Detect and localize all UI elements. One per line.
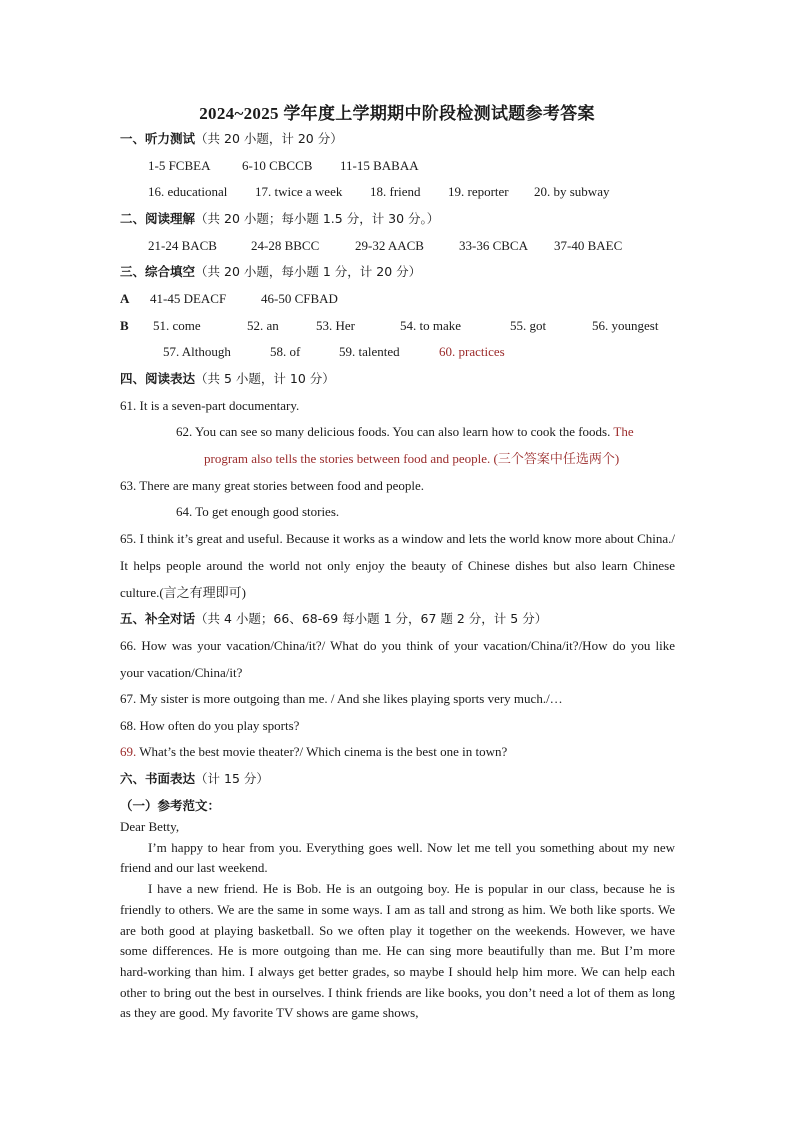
- section-1-row-2: [148, 184, 609, 200]
- answer-item: 52. an: [247, 318, 279, 333]
- answer-item: 41-45 DEACF: [150, 291, 227, 306]
- answer-61: 61. It is a seven-part documentary.: [120, 398, 300, 413]
- answer-item: 20. by subway: [534, 184, 610, 199]
- answer-68: 68. How often do you play sports?: [120, 718, 300, 733]
- section-5-title: 五、补全对话: [120, 611, 196, 626]
- answer-item: 18. friend: [370, 184, 421, 199]
- answer-62-alt-start: The: [613, 424, 634, 439]
- section-3-part-a: [120, 291, 338, 307]
- section-4-note: （共 5 小题，计 10 分）: [195, 371, 335, 386]
- section-2-note: （共 20 小题；每小题 1.5 分，计 30 分。）: [195, 211, 440, 226]
- answer-item: 53. Her: [316, 318, 355, 333]
- section-3-title: 三、综合填空: [120, 264, 196, 279]
- answer-item: 29-32 AACB: [355, 238, 424, 253]
- section-3-part-b-row-1: [120, 318, 658, 334]
- answer-item: 46-50 CFBAD: [261, 291, 338, 306]
- answer-item: 57. Although: [163, 344, 231, 359]
- section-1-heading: [120, 131, 343, 147]
- section-2-heading: [120, 211, 439, 227]
- answer-item: 11-15 BABAA: [340, 158, 419, 173]
- answer-64: 64. To get enough good stories.: [176, 504, 340, 519]
- section-6-title: 六、书面表达: [120, 771, 196, 786]
- answer-item: 16. educational: [148, 184, 228, 199]
- sample-essay: [120, 817, 675, 1024]
- page-title: 2024~2025 学年度上学期期中阶段检测试题参考答案: [199, 104, 595, 123]
- answer-69-text: What’s the best movie theater?/ Which cinema is the best one in town?: [136, 744, 508, 759]
- sample-essay-label: （一）参考范文：: [120, 798, 221, 813]
- section-6-heading: [120, 771, 269, 787]
- answer-62-line-1: [176, 424, 634, 440]
- essay-paragraph-2: I have a new friend. He is Bob. He is an outgoing boy. He is popular in our class, because he is friendly to others. We are the same in some ways. I am as tall and strong as him. We both like sports. We are both good at playing basketball. So we often play it together on the weekends. However, we have some differences. He is more outgoing than me. He can sing more beautifully than me. But I’m more hard-working than him. I always get better grades, so maybe I should help him more. We can help each other to bring out the best in ourselves. I think friends are like books, you don’t need a lot of them as long as they are good. My favorite TV shows are game shows,: [120, 881, 675, 1021]
- answer-item: 59. talented: [339, 344, 400, 359]
- answer-item: 55. got: [510, 318, 547, 333]
- answer-item: 56. youngest: [592, 318, 659, 333]
- section-5-note: （共 4 小题；66、68-69 每小题 1 分，67 题 2 分，计 5 分）: [195, 611, 548, 626]
- answer-item: 60. practices: [439, 344, 505, 359]
- answer-item: 21-24 BACB: [148, 238, 217, 253]
- section-4-title: 四、阅读表达: [120, 371, 196, 386]
- answer-62-text: 62. You can see so many delicious foods. You can also learn how to cook the foods.: [176, 424, 611, 439]
- answer-item: 19. reporter: [448, 184, 509, 199]
- answer-item: 51. come: [153, 318, 201, 333]
- answer-item: 58. of: [270, 344, 301, 359]
- answer-66: 66. How was your vacation/China/it?/ What do you think of your vacation/China/it?/How do you like your vacation/China/it?: [120, 638, 675, 680]
- answer-69: [120, 744, 507, 760]
- answer-item: 54. to make: [400, 318, 462, 333]
- part-a-label: A: [120, 291, 130, 306]
- section-1-title: 一、听力测试: [120, 131, 196, 146]
- section-2-title: 二、阅读理解: [120, 211, 196, 226]
- section-5-heading: [120, 611, 547, 627]
- answer-62-alt: program also tells the stories between food and people. (三个答案中任选两个): [204, 451, 620, 466]
- answer-item: 1-5 FCBEA: [148, 158, 211, 173]
- essay-paragraph-1: I’m happy to hear from you. Everything goes well. Now let me tell you something about my new friend and our last weekend.: [120, 839, 675, 876]
- section-1-note: （共 20 小题，计 20 分）: [195, 131, 343, 146]
- answer-69-number: 69.: [120, 744, 137, 759]
- answer-item: 37-40 BAEC: [554, 238, 623, 253]
- answer-item: 33-36 CBCA: [459, 238, 528, 253]
- section-4-heading: [120, 371, 335, 387]
- section-6-note: （计 15 分）: [195, 771, 269, 786]
- section-3-note: （共 20 小题，每小题 1 分，计 20 分）: [195, 264, 422, 279]
- part-b-label: B: [120, 318, 129, 333]
- sample-essay-heading: [120, 798, 220, 814]
- section-1-row-1: [148, 158, 419, 174]
- answer-item: 6-10 CBCCB: [242, 158, 313, 173]
- answer-item: 24-28 BBCC: [251, 238, 320, 253]
- answer-65: 65. I think it’s great and useful. Because it works as a window and lets the world know more about China./ It helps people around the world not only enjoy the beauty of Chinese dishes but also learn Chinese culture.(言之有理即可): [120, 531, 675, 600]
- section-3-part-b-row-2: [163, 344, 505, 360]
- section-2-row-1: [148, 238, 622, 254]
- essay-salutation: Dear Betty,: [120, 819, 180, 834]
- answer-67: 67. My sister is more outgoing than me. / And she likes playing sports very much./…: [120, 691, 563, 706]
- section-3-heading: [120, 264, 421, 280]
- answer-item: 17. twice a week: [255, 184, 343, 199]
- answer-63: 63. There are many great stories between food and people.: [120, 478, 425, 493]
